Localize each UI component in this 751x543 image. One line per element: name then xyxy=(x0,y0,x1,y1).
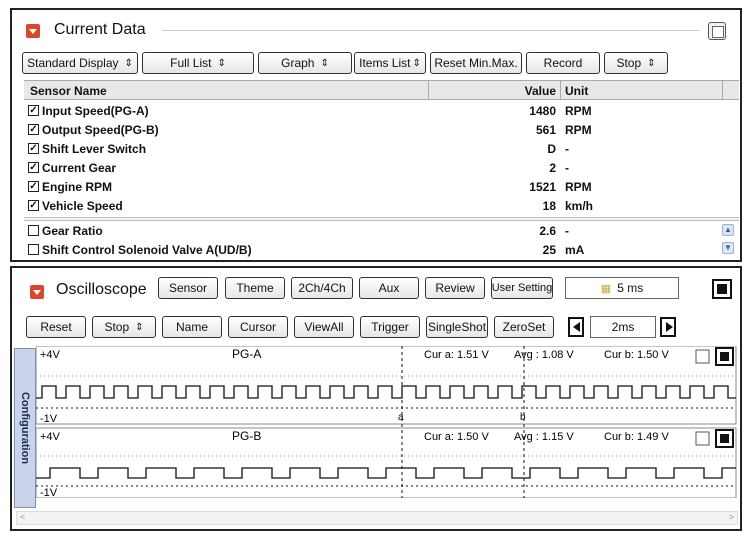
cursor-a-marker: a xyxy=(398,412,404,423)
stop-dropdown[interactable]: Stop ⇕ xyxy=(604,52,668,74)
collapse-icon[interactable] xyxy=(26,24,40,38)
cursor-button[interactable]: Cursor xyxy=(228,316,288,338)
cursor-b-value: Cur b: 1.49 V xyxy=(604,431,669,443)
table-row[interactable]: ✓ Shift Lever Switch D - xyxy=(29,142,569,156)
updown-arrow-icon: ⇕ xyxy=(135,321,144,333)
channel-name: PG-B xyxy=(232,429,262,443)
stop-dropdown[interactable]: Stop ⇕ xyxy=(92,316,156,338)
current-data-panel xyxy=(10,8,742,262)
channel-name: PG-A xyxy=(232,347,262,361)
channel-checkbox-icon[interactable] xyxy=(696,432,709,445)
table-row[interactable]: Shift Control Solenoid Valve A(UD/B) 25 mA xyxy=(24,241,739,260)
checkbox-icon[interactable]: ✓ xyxy=(29,143,38,154)
column-value: Value xyxy=(524,84,556,98)
updown-arrow-icon: ⇕ xyxy=(647,57,656,69)
oscilloscope-title: Oscilloscope xyxy=(56,281,147,298)
checkbox-icon[interactable]: ✓ xyxy=(29,124,38,135)
reset-button[interactable]: Reset xyxy=(26,316,86,338)
record-button[interactable]: Record xyxy=(526,52,600,74)
zero-set-button[interactable]: ZeroSet xyxy=(494,316,554,338)
name-button[interactable]: Name xyxy=(162,316,222,338)
configuration-tab[interactable]: Configuration xyxy=(14,348,36,508)
sensor-table-header xyxy=(24,80,739,100)
title-divider xyxy=(162,30,700,31)
scroll-left-icon[interactable]: < xyxy=(20,512,26,522)
updown-arrow-icon: ⇕ xyxy=(320,57,329,69)
time-per-division[interactable]: 2ms xyxy=(590,316,656,338)
table-row[interactable]: Gear Ratio 2.6 - xyxy=(24,222,739,241)
waveform-display[interactable] xyxy=(36,346,738,498)
channel-bottom-label: -1V xyxy=(40,413,58,425)
channel-pg-b xyxy=(36,428,736,498)
average-value: Avg : 1.08 V xyxy=(514,349,574,361)
sensor-button[interactable]: Sensor xyxy=(158,277,218,299)
checkbox-icon[interactable]: ✓ xyxy=(29,200,38,211)
column-sensor-name: Sensor Name xyxy=(30,84,107,98)
table-row[interactable]: ✓ Engine RPM 1521 RPM xyxy=(29,180,592,194)
theme-button[interactable]: Theme xyxy=(225,277,285,299)
horizontal-scrollbar[interactable] xyxy=(16,511,738,525)
checkbox-icon[interactable]: ✓ xyxy=(29,162,38,173)
oscilloscope-panel xyxy=(10,266,742,531)
channel-toggle-button[interactable]: 2Ch/4Ch xyxy=(291,277,353,299)
column-divider xyxy=(722,81,723,99)
aux-button[interactable]: Aux xyxy=(359,277,419,299)
graph-dropdown[interactable]: Graph ⇕ xyxy=(258,52,352,74)
column-unit: Unit xyxy=(565,84,589,98)
checkbox-icon[interactable] xyxy=(28,244,39,255)
channel-pg-a xyxy=(36,346,736,425)
table-row[interactable]: ✓ Output Speed(PG-B) 561 RPM xyxy=(29,123,592,137)
items-list-dropdown[interactable]: Items List ⇕ xyxy=(354,52,426,74)
average-value: Avg : 1.15 V xyxy=(514,431,574,443)
column-divider xyxy=(428,81,429,99)
updown-arrow-icon: ⇕ xyxy=(124,57,133,69)
channel-select-fill xyxy=(720,352,729,361)
cursor-b-value: Cur b: 1.50 V xyxy=(604,349,669,361)
updown-arrow-icon: ⇕ xyxy=(412,57,421,69)
fixed-list-divider xyxy=(24,217,739,221)
current-data-title: Current Data xyxy=(54,21,146,38)
sample-time-display[interactable]: ▦ 5 ms xyxy=(565,277,679,299)
table-row[interactable]: ✓ Input Speed(PG-A) 1480 RPM xyxy=(29,104,592,118)
table-row[interactable]: ✓ Vehicle Speed 18 km/h xyxy=(29,199,594,213)
checkbox-icon[interactable]: ✓ xyxy=(29,105,38,116)
triangle-right-icon[interactable] xyxy=(660,317,676,337)
collapse-icon[interactable] xyxy=(30,285,44,299)
channel-bottom-label: -1V xyxy=(40,487,58,498)
cursor-a-value: Cur a: 1.50 V xyxy=(424,431,489,443)
checkbox-icon[interactable] xyxy=(28,225,39,236)
channel-checkbox-icon[interactable] xyxy=(696,350,709,363)
clock-icon: ▦ xyxy=(600,282,612,295)
channel-select-fill xyxy=(720,434,729,443)
checkbox-icon[interactable]: ✓ xyxy=(29,181,38,192)
triangle-left-icon[interactable] xyxy=(568,317,584,337)
scroll-down-icon[interactable]: ▼ xyxy=(722,242,734,254)
table-row[interactable]: ✓ Current Gear 2 - xyxy=(29,161,569,175)
trigger-button[interactable]: Trigger xyxy=(360,316,420,338)
cursor-b-marker: b xyxy=(520,412,526,423)
reset-min-max-button[interactable]: Reset Min.Max. xyxy=(430,52,522,74)
updown-arrow-icon: ⇕ xyxy=(217,57,226,69)
scroll-right-icon[interactable]: > xyxy=(728,512,734,522)
full-list-dropdown[interactable]: Full List ⇕ xyxy=(142,52,254,74)
user-setting-button[interactable]: User Setting xyxy=(491,277,553,299)
cursor-a-value: Cur a: 1.51 V xyxy=(424,349,489,361)
standard-display-dropdown[interactable]: Standard Display ⇕ xyxy=(22,52,138,74)
single-shot-button[interactable]: SingleShot xyxy=(426,316,488,338)
maximize-icon[interactable] xyxy=(708,22,726,40)
column-divider xyxy=(560,81,561,99)
channel-top-label: +4V xyxy=(40,431,60,443)
channel-top-label: +4V xyxy=(40,349,60,361)
scroll-up-icon[interactable]: ▲ xyxy=(722,224,734,236)
view-all-button[interactable]: ViewAll xyxy=(294,316,354,338)
maximize-icon[interactable] xyxy=(712,279,732,299)
review-button[interactable]: Review xyxy=(425,277,485,299)
